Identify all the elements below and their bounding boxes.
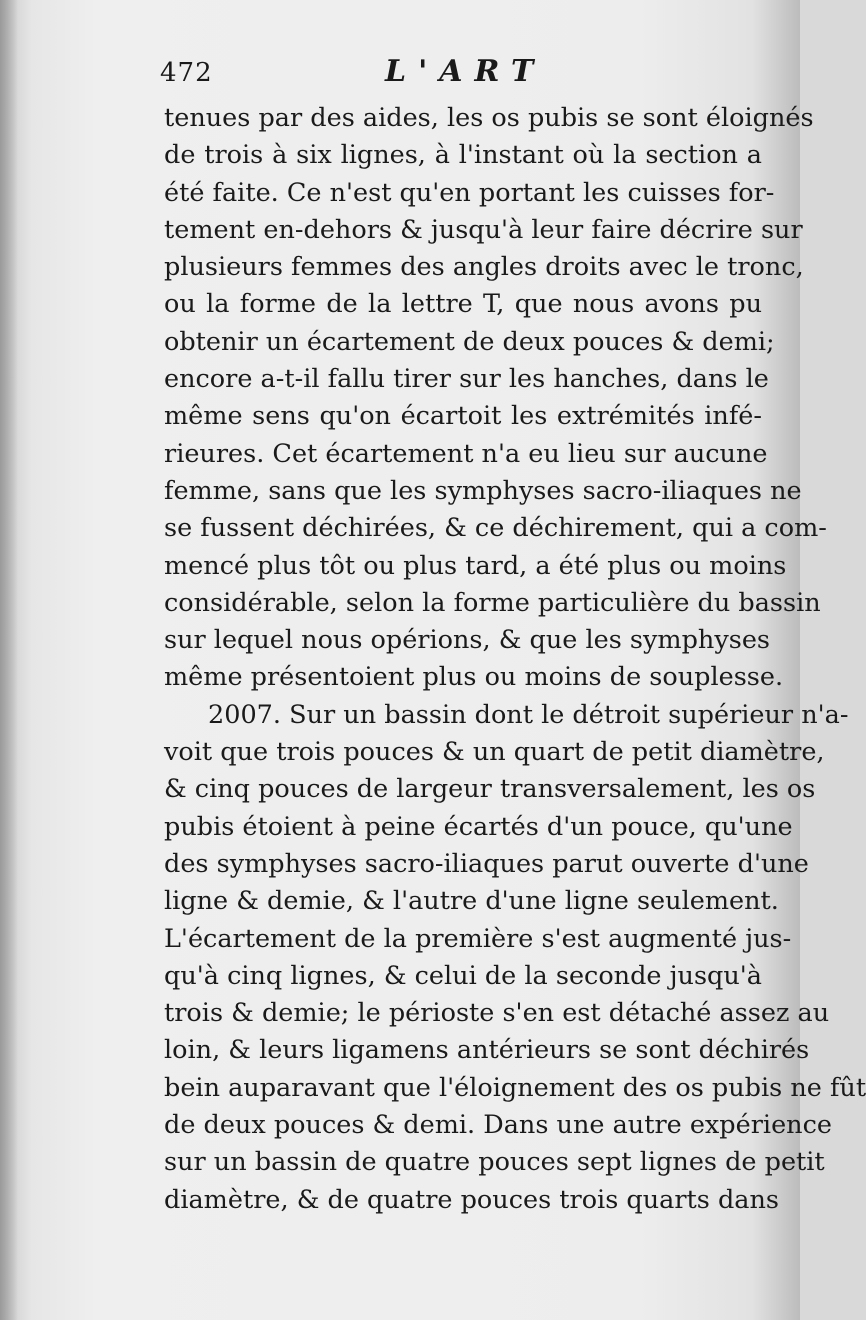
text-line: plusieurs femmes des angles droits avec le tronc, [164, 252, 804, 283]
text-line: voit que trois pouces & un quart de petit diamètre, [164, 737, 825, 768]
text-line: diamètre, & de quatre pouces trois quarts dans [164, 1184, 780, 1215]
text-line: ou la forme de la lettre T, que nous avons pu [164, 289, 762, 320]
text-line: tement en-dehors & jusqu'à leur faire décrire sur [164, 214, 803, 245]
paragraph-end-line: même présentoient plus ou moins de souplesse. [164, 662, 784, 693]
text-line: sur un bassin de quatre pouces sept lignes de petit [164, 1147, 825, 1178]
text-line: se fussent déchirées, & ce déchirement, qui a com- [164, 513, 827, 544]
text-line: & cinq pouces de largeur transversalement, les os [164, 774, 816, 805]
text-line: pubis étoient à peine écartés d'un pouce, qu'une [164, 811, 793, 842]
text-line: même sens qu'on écartoit les extrémités infé- [164, 401, 762, 432]
text-line: obtenir un écartement de deux pouces & demi; [164, 326, 775, 357]
text-line: mencé plus tôt ou plus tard, a été plus ou moins [164, 550, 787, 581]
text-line: ligne & demie, & l'autre d'une ligne seulement. [164, 886, 779, 917]
text-line: tenues par des aides, les os pubis se sont éloignés [164, 103, 814, 133]
text-line: rieures. Cet écartement n'a eu lieu sur aucune [164, 438, 768, 469]
text-line: qu'à cinq lignes, & celui de la seconde jusqu'à [164, 960, 762, 991]
page-header [160, 52, 760, 96]
text-line: sur lequel nous opérions, & que les symphyses [164, 625, 770, 656]
text-line: de deux pouces & demi. Dans une autre expérience [164, 1110, 832, 1141]
spine-shadow [0, 0, 18, 1320]
body-text [164, 100, 866, 1219]
text-line: bein auparavant que l'éloignement des os pubis ne fût [164, 1072, 866, 1103]
running-head: L'ART [385, 54, 546, 89]
text-line: loin, & leurs ligamens antérieurs se sont déchirés [164, 1035, 810, 1066]
text-line: de trois à six lignes, à l'instant où la section a [164, 140, 762, 171]
text-line: trois & demie; le périoste s'en est détaché assez au [164, 998, 830, 1029]
text-line: femme, sans que les symphyses sacro-iliaques ne [164, 475, 802, 506]
text-line: été faite. Ce n'est qu'en portant les cuisses for- [164, 177, 775, 208]
paragraph-start-line: 2007. Sur un bassin dont le détroit supérieur n'a- [208, 699, 849, 730]
text-line: considérable, selon la forme particulière du bassin [164, 587, 821, 618]
text-line: encore a-t-il fallu tirer sur les hanches, dans le [164, 364, 769, 395]
page-number: 472 [160, 58, 213, 88]
text-line: L'écartement de la première s'est augmenté jus- [164, 923, 792, 954]
text-line: des symphyses sacro-iliaques parut ouverte d'une [164, 848, 809, 879]
